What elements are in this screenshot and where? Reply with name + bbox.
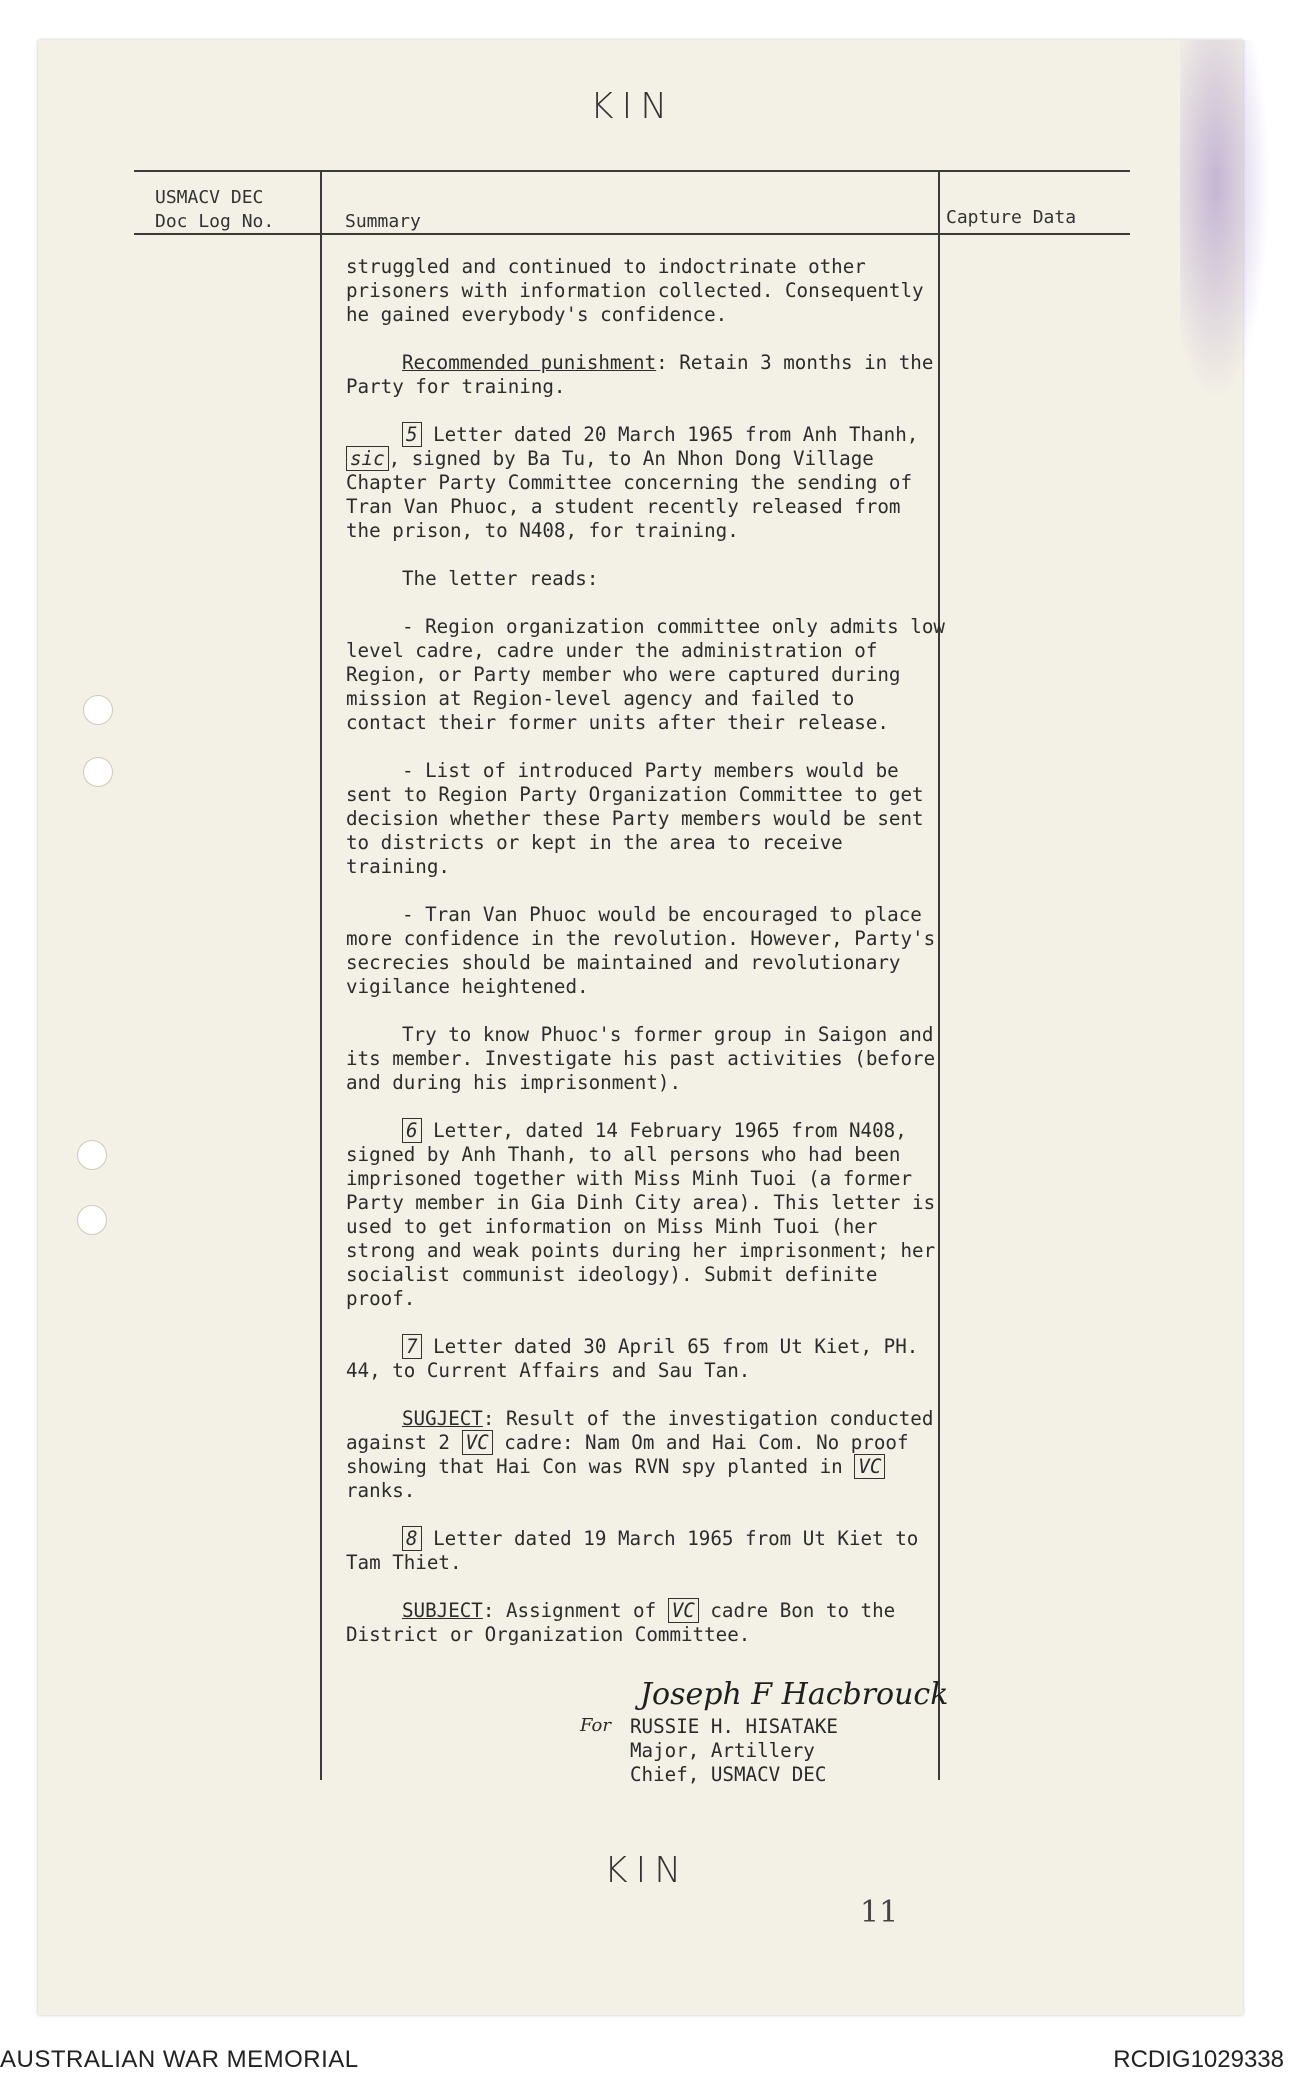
item-number-box: 6 — [402, 1118, 422, 1143]
underlined-label: SUGJECT — [402, 1407, 483, 1430]
doc-log-header-line1: USMACV DEC — [155, 187, 264, 208]
paragraph: The letter reads: — [402, 567, 599, 590]
header-top-rule — [134, 170, 1130, 172]
doc-log-header-line2: Doc Log No. — [155, 211, 275, 232]
archive-id: RCDIG1029338 — [1113, 2046, 1284, 2073]
punch-hole — [77, 1205, 107, 1235]
kin-stamp-top: KIN — [590, 86, 676, 127]
page-mark: 11 — [860, 1895, 899, 1930]
handwritten-signature: Joseph F Hacbrouck — [640, 1677, 949, 1712]
paragraph: - Region organization committee only admits low level cadre, cadre under the administration of Region, or Party member who were captured during mission at Region-level agency and failed to contact their former units after their release. — [346, 615, 945, 734]
paragraph: - List of introduced Party members would be sent to Region Party Organization Committee to get decision whether these Party members would be sent to districts or kept in the area to receive training. — [346, 759, 924, 878]
header-bottom-rule — [134, 233, 1130, 235]
summary-header: Summary — [345, 211, 421, 232]
item-number-box: 5 — [402, 422, 422, 447]
paragraph: 7 Letter dated 30 April 65 from Ut Kiet, PH. 44, to Current Affairs and Sau Tan. — [346, 1335, 919, 1382]
underlined-label: SUBJECT — [402, 1599, 483, 1622]
paragraph: - Tran Van Phuoc would be encouraged to place more confidence in the revolution. However, Party's secrecies should be maintained and revolutionary vigilance heightened. — [346, 903, 936, 998]
for-annotation: For — [580, 1715, 611, 1736]
paragraph: Recommended punishment: Retain 3 months in the Party for training. — [346, 351, 934, 398]
vc-box: VC — [462, 1430, 493, 1455]
punch-hole — [77, 1140, 107, 1170]
summary-body — [346, 255, 946, 1671]
paragraph: 6 Letter, dated 14 February 1965 from N408, signed by Anh Thanh, to all persons who had been imprisoned together with Miss Minh Tuoi (a former Party member in Gia Dinh City area). This letter is used to get information on Miss Minh Tuoi (her strong and weak points during her imprisonment; her socialist communist ideology). Submit definite proof. — [346, 1119, 936, 1310]
signatory-rank: Major, Artillery — [630, 1739, 815, 1762]
sic-box: sic — [346, 446, 389, 471]
archive-credit: AUSTRALIAN WAR MEMORIAL — [0, 2046, 359, 2073]
signatory-details — [630, 1715, 980, 1787]
paragraph: SUGJECT: Result of the investigation conducted against 2 VC cadre: Nam Om and Hai Com. No proof showing that Hai Con was RVN spy planted in VC ranks. — [346, 1407, 934, 1502]
paragraph: Try to know Phuoc's former group in Saigon and its member. Investigate his past activities (before and during his imprisonment). — [346, 1023, 936, 1094]
signature-block — [580, 1675, 980, 1787]
capture-data-header: Capture Data — [946, 207, 1077, 228]
paragraph: 8 Letter dated 19 March 1965 from Ut Kiet to Tam Thiet. — [346, 1527, 919, 1574]
signatory-name: RUSSIE H. HISATAKE — [630, 1715, 838, 1738]
underlined-label: Recommended punishment — [402, 351, 657, 374]
paragraph: 5 Letter dated 20 March 1965 from Anh Thanh, sic , signed by Ba Tu, to An Nhon Dong Village Chapter Party Committee concerning the sending of Tran Van Phuoc, a student recently released from the prison, to N408, for training. — [346, 423, 919, 542]
vc-box: VC — [668, 1598, 699, 1623]
vc-box: VC — [854, 1454, 885, 1479]
punch-hole — [83, 757, 113, 787]
paragraph: SUBJECT: Assignment of VC cadre Bon to the District or Organization Committee. — [346, 1599, 896, 1646]
paper-stain — [1180, 40, 1270, 400]
item-number-box: 7 — [402, 1334, 422, 1359]
punch-hole — [83, 695, 113, 725]
paragraph: struggled and continued to indoctrinate other prisoners with information collected. Consequently he gained everybody's confidence. — [346, 255, 924, 326]
item-number-box: 8 — [402, 1526, 422, 1551]
kin-stamp-bottom: KIN — [604, 1850, 690, 1891]
doc-log-header — [155, 186, 274, 234]
signatory-title: Chief, USMACV DEC — [630, 1763, 827, 1786]
column-divider-left — [320, 170, 322, 1780]
